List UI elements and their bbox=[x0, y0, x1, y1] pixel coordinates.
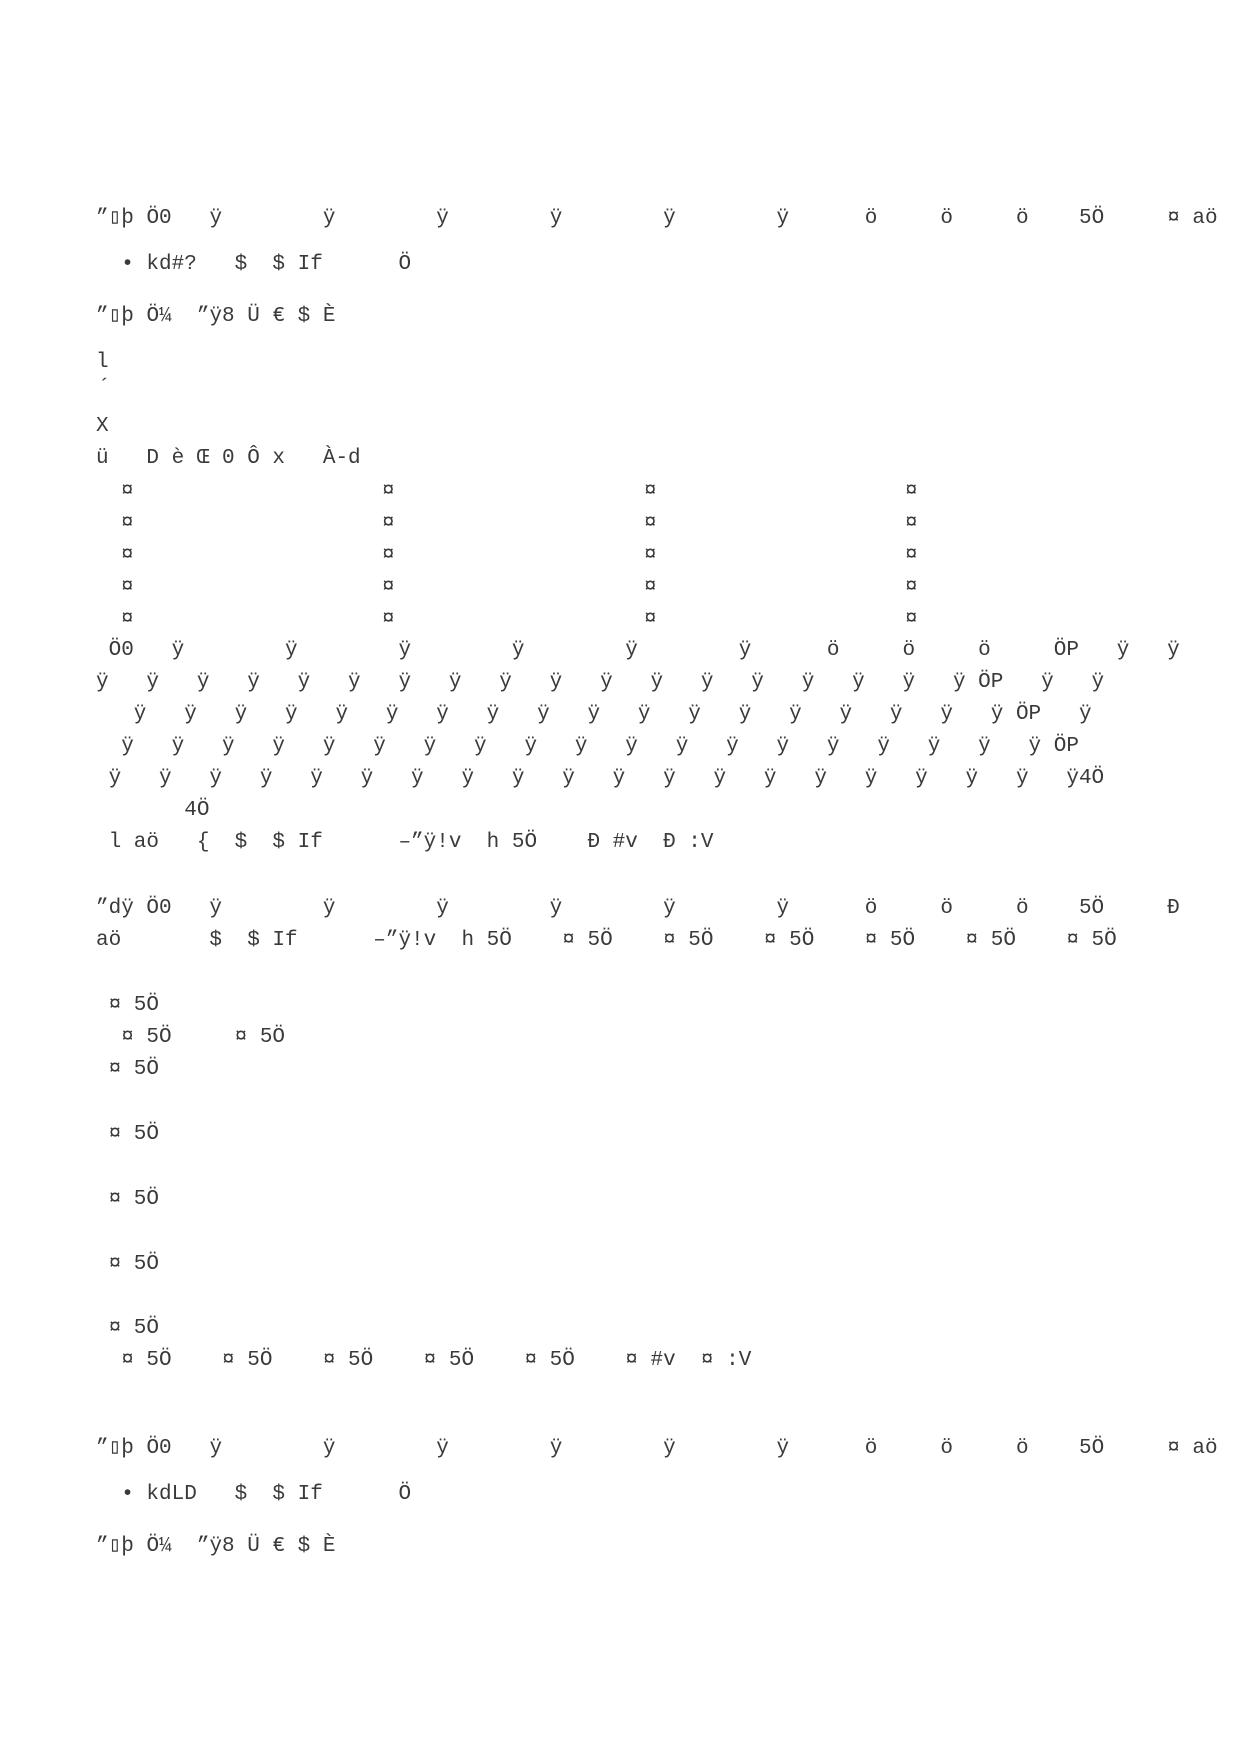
text-line: Ö0 ÿ ÿ ÿ ÿ ÿ ÿ ö ö ö ÖP ÿ ÿ bbox=[96, 639, 1180, 662]
text-line: • kd#? $ $ If Ö bbox=[96, 253, 412, 276]
grid-symbol: ¤ bbox=[644, 544, 657, 567]
text-line: l aö { $ $ If –”ÿ!v h 5Ö Ð #v Ð :V bbox=[96, 831, 714, 854]
grid-symbol: ¤ bbox=[121, 576, 134, 599]
grid-symbol: ¤ bbox=[644, 480, 657, 503]
grid-symbol: ¤ bbox=[382, 480, 395, 503]
text-line: ÿ ÿ ÿ ÿ ÿ ÿ ÿ ÿ ÿ ÿ ÿ ÿ ÿ ÿ ÿ ÿ ÿ ÿ ÖP ÿ ÿ bbox=[96, 671, 1105, 694]
grid-symbol: ¤ bbox=[382, 576, 395, 599]
grid-symbol: ¤ bbox=[121, 544, 134, 567]
text-line: ÿ ÿ ÿ ÿ ÿ ÿ ÿ ÿ ÿ ÿ ÿ ÿ ÿ ÿ ÿ ÿ ÿ ÿ ÿ ÿ4Ö bbox=[96, 767, 1105, 790]
text-line: ´ bbox=[98, 377, 111, 400]
text-line: • kdLD $ $ If Ö bbox=[96, 1483, 412, 1506]
grid-symbol: ¤ bbox=[644, 576, 657, 599]
text-line: ¤ 5Ö bbox=[96, 1253, 160, 1276]
grid-symbol: ¤ bbox=[905, 544, 918, 567]
text-line: ¤ 5Ö ¤ 5Ö ¤ 5Ö ¤ 5Ö ¤ 5Ö ¤ #v ¤ :V bbox=[96, 1349, 752, 1372]
text-line: 4Ö bbox=[96, 799, 210, 822]
text-line: ü D è Œ 0 Ô x À-d bbox=[96, 447, 361, 470]
grid-symbol: ¤ bbox=[905, 512, 918, 535]
grid-symbol: ¤ bbox=[121, 480, 134, 503]
text-line: l bbox=[96, 351, 109, 374]
text-line: ¤ 5Ö bbox=[96, 1123, 160, 1146]
text-line: ”▯þ Ö0 ÿ ÿ ÿ ÿ ÿ ÿ ö ö ö 5Ö ¤ aö bbox=[96, 1437, 1218, 1460]
text-line: ¤ 5Ö ¤ 5Ö bbox=[96, 1026, 286, 1049]
text-line: ¤ 5Ö bbox=[96, 1188, 160, 1211]
grid-symbol: ¤ bbox=[382, 608, 395, 631]
grid-symbol: ¤ bbox=[121, 608, 134, 631]
grid-symbol: ¤ bbox=[382, 544, 395, 567]
grid-symbol: ¤ bbox=[644, 608, 657, 631]
text-line: ¤ 5Ö bbox=[96, 994, 160, 1017]
grid-symbol: ¤ bbox=[644, 512, 657, 535]
grid-symbol: ¤ bbox=[905, 576, 918, 599]
text-line: ÿ ÿ ÿ ÿ ÿ ÿ ÿ ÿ ÿ ÿ ÿ ÿ ÿ ÿ ÿ ÿ ÿ ÿ ÖP ÿ bbox=[96, 703, 1092, 726]
text-line: ”dÿ Ö0 ÿ ÿ ÿ ÿ ÿ ÿ ö ö ö 5Ö Ð bbox=[96, 897, 1180, 920]
text-line: aö $ $ If –”ÿ!v h 5Ö ¤ 5Ö ¤ 5Ö ¤ 5Ö ¤ 5Ö ¤ 5Ö ¤ 5Ö bbox=[96, 929, 1117, 952]
text-line: ”▯þ Ö0 ÿ ÿ ÿ ÿ ÿ ÿ ö ö ö 5Ö ¤ aö bbox=[96, 207, 1218, 230]
grid-symbol: ¤ bbox=[905, 608, 918, 631]
grid-symbol: ¤ bbox=[382, 512, 395, 535]
text-line: ”▯þ Ö¼ ”ÿ8 Ü € $ È bbox=[96, 1535, 336, 1558]
text-line: ”▯þ Ö¼ ”ÿ8 Ü € $ È bbox=[96, 305, 336, 328]
grid-symbol: ¤ bbox=[905, 480, 918, 503]
grid-symbol: ¤ bbox=[121, 512, 134, 535]
text-line: ¤ 5Ö bbox=[96, 1317, 160, 1340]
text-line: X bbox=[96, 415, 109, 438]
text-line: ¤ 5Ö bbox=[96, 1058, 160, 1081]
text-line: ÿ ÿ ÿ ÿ ÿ ÿ ÿ ÿ ÿ ÿ ÿ ÿ ÿ ÿ ÿ ÿ ÿ ÿ ÿ ÖP bbox=[96, 735, 1079, 758]
